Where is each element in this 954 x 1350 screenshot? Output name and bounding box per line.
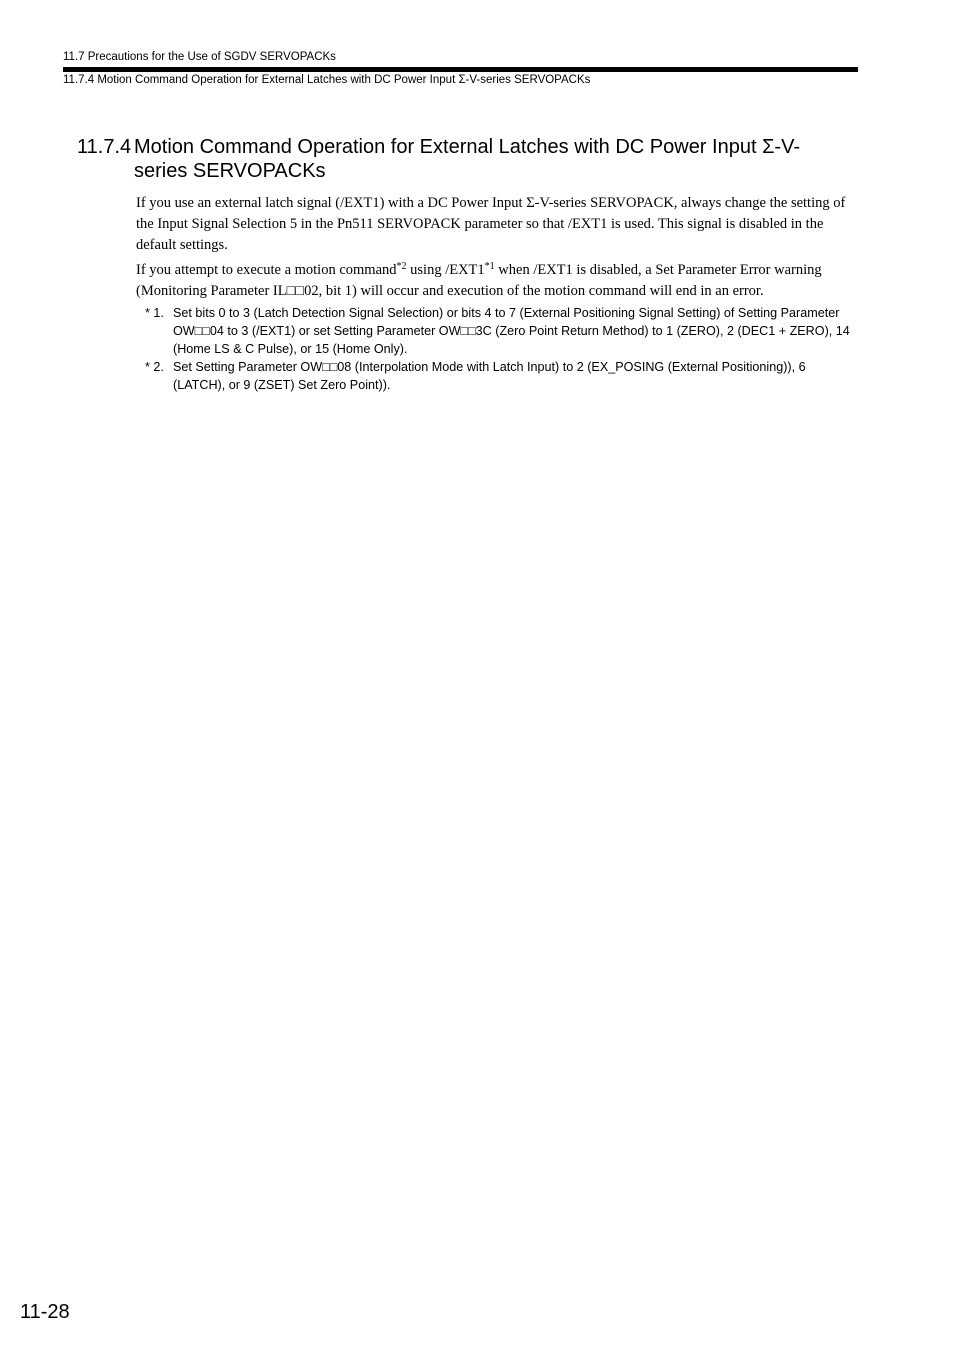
paragraph-2-part2: using /EXT1 [406, 262, 485, 278]
body-text [136, 193, 858, 306]
section-number: 11.7.4 [77, 136, 132, 158]
header-section-line: 11.7.4 Motion Command Operation for External Latches with DC Power Input Σ-V-series SERVOPACKs [63, 74, 591, 86]
section-title-line1: Motion Command Operation for External Latches with DC Power Input Σ-V- [134, 136, 800, 158]
paragraph-2 [136, 260, 858, 302]
footnote-text: Set Setting Parameter OW□□08 (Interpolation Mode with Latch Input) to 2 (EX_POSING (External Positioning)), 6 (LATCH), or 9 (ZSET) Set Zero Point)). [173, 360, 806, 392]
footnote-mark: * 2. [145, 360, 164, 374]
section-title-line2: series SERVOPACKs [134, 160, 326, 182]
paragraph-2-part3: when /EXT1 is disabled, a Set Parameter Error warning (Monitoring Parameter IL□□02, bit 1) will occur and execution of the motion command will end in an error. [136, 262, 822, 299]
footnote-1 [145, 304, 859, 358]
paragraph-2-part1: If you attempt to execute a motion command [136, 262, 397, 278]
footnote-mark: * 1. [145, 306, 164, 320]
header-rule [63, 67, 858, 72]
running-header [63, 50, 858, 88]
page-number: 11-28 [20, 1301, 70, 1323]
paragraph-1: If you use an external latch signal (/EXT1) with a DC Power Input Σ-V-series SERVOPACK, always change the setting of the Input Signal Selection 5 in the Pn511 SERVOPACK parameter so that /EXT1 is used. This signal is disabled in the default settings. [136, 195, 846, 253]
footnote-text: Set bits 0 to 3 (Latch Detection Signal Selection) or bits 4 to 7 (External Positioning Signal Setting) of Setting Parameter OW□□04 to 3 (/EXT1) or set Setting Parameter OW□□3C (Zero Point Return Method) to 1 (ZERO), 2 (DEC1 + ZERO), 14 (Home LS & C Pulse), or 15 (Home Only). [173, 306, 850, 356]
header-chapter-line: 11.7 Precautions for the Use of SGDV SERVOPACKs [63, 51, 336, 63]
footnote-ref-2: *2 [396, 261, 407, 272]
footnote-2 [145, 358, 859, 394]
footnotes [145, 304, 859, 394]
section-heading [77, 135, 862, 183]
footnote-ref-1: *1 [484, 261, 495, 272]
